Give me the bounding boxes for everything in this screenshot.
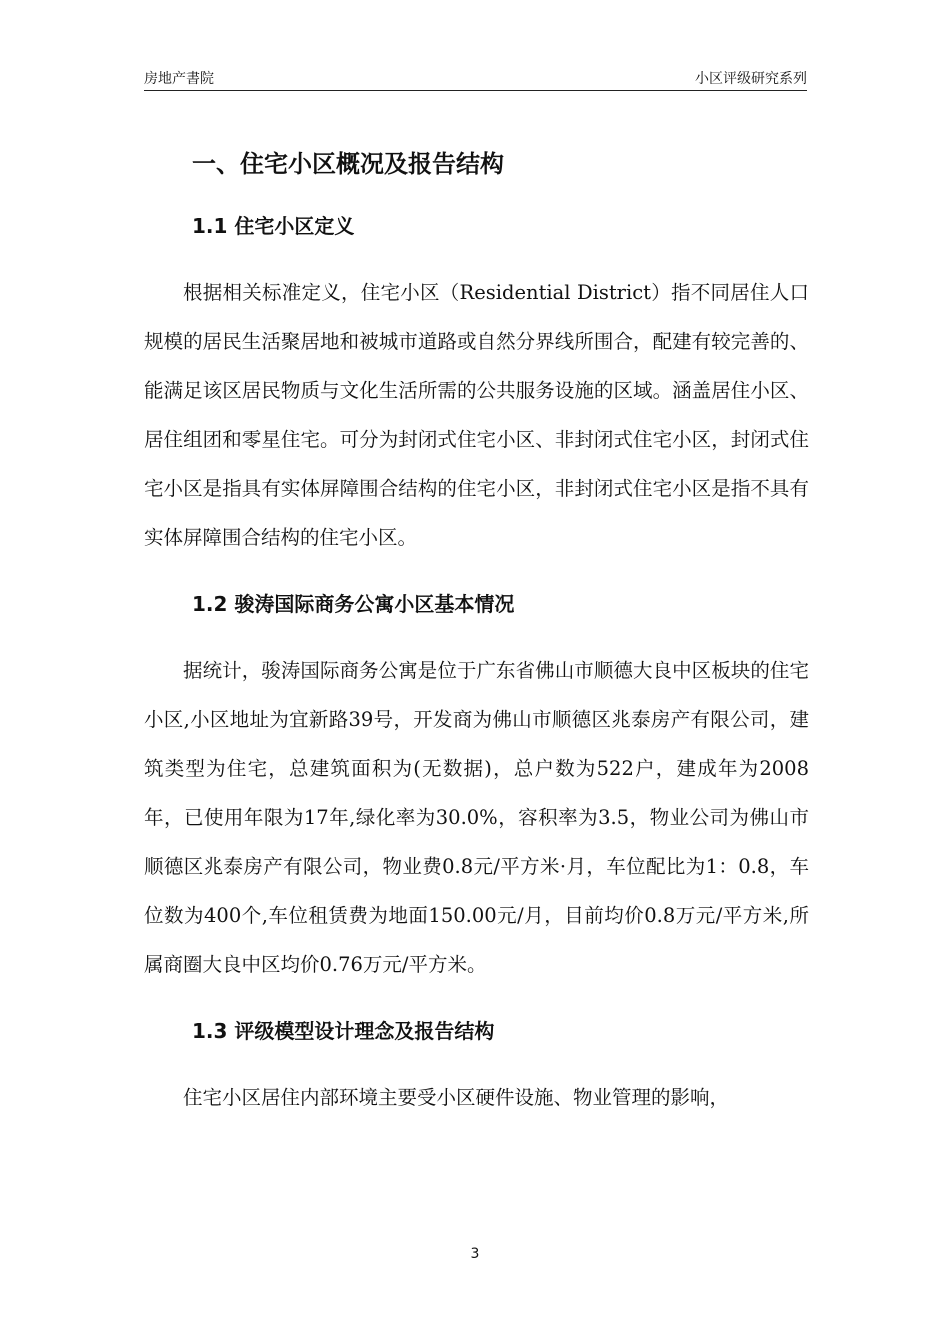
section-paragraph-1-2: 据统计，骏涛国际商务公寓是位于广东省佛山市顺德大良中区板块的住宅小区,小区地址为宜新路39号，开发商为佛山市顺德区兆泰房产有限公司，建筑类型为住宅，总建筑面积为(无数据)，总户数为522户，建成年为2008年，已使用年限为17年,绿化率为30.0%，容积率为3.5，物业公司为佛山市顺德区兆泰房产有限公司，物业费0.8元/平方米·月，车位配比为1：0.8，车位数为400个,车位租赁费为地面150.00元/月，目前均价0.8万元/平方米,所属商圈大良中区均价0.76万元/平方米。: [144, 659, 809, 976]
page-number: 3: [470, 1246, 480, 1262]
header-right-text: 小区评级研究系列: [695, 71, 807, 87]
section-heading-1-2: 1.2 骏涛国际商务公寓小区基本情况: [192, 592, 515, 616]
section-heading-1-3: 1.3 评级模型设计理念及报告结构: [192, 1019, 495, 1043]
section-heading-1-1: 1.1 住宅小区定义: [192, 214, 355, 238]
page-header: [144, 64, 807, 91]
header-left-text: 房地产書院: [144, 71, 214, 87]
page-content: [144, 140, 809, 1122]
chapter-title: 一、住宅小区概况及报告结构: [192, 150, 504, 178]
section-paragraph-1-3: 住宅小区居住内部环境主要受小区硬件设施、物业管理的影响，: [183, 1086, 730, 1109]
section-paragraph-1-1: 根据相关标准定义，住宅小区（Residential District）指不同居住人口规模的居民生活聚居地和被城市道路或自然分界线所围合，配建有较完善的、能满足该区居民物质与文化生活所需的公共服务设施的区域。涵盖居住小区、居住组团和零星住宅。可分为封闭式住宅小区、非封闭式住宅小区，封闭式住宅小区是指具有实体屏障围合结构的住宅小区，非封闭式住宅小区是指不具有实体屏障围合结构的住宅小区。: [144, 281, 809, 549]
